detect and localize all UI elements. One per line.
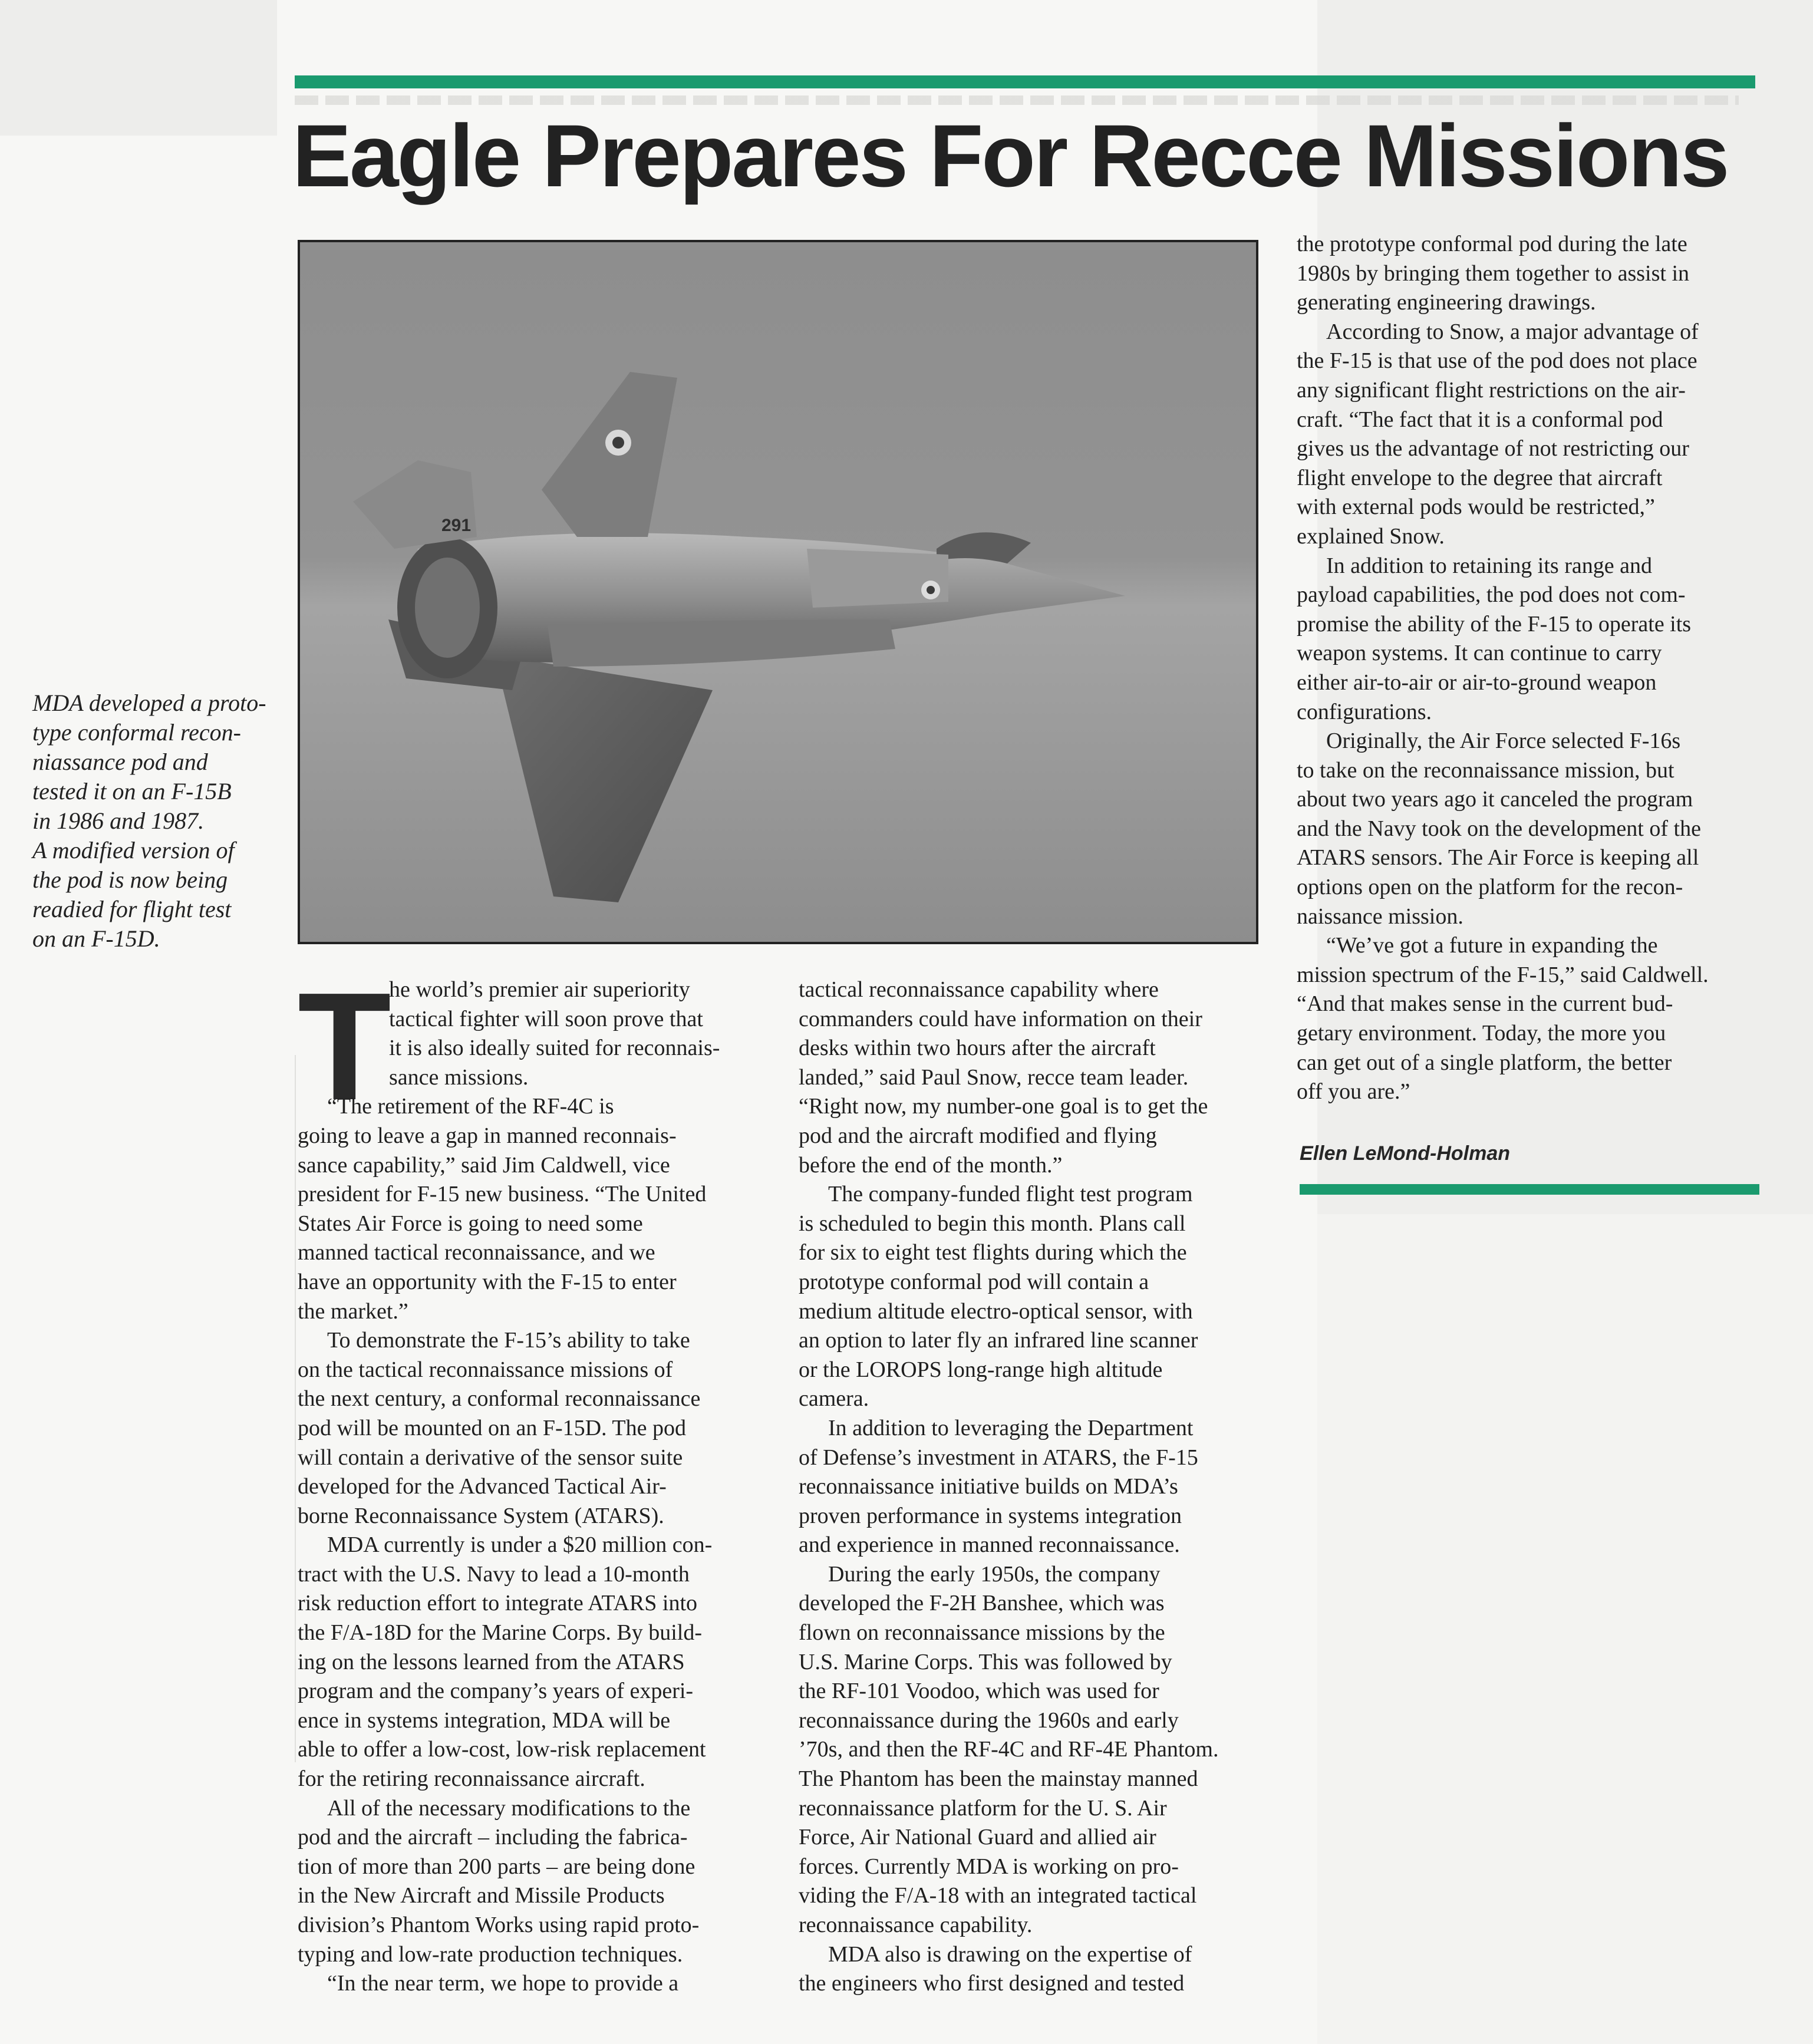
text-line: typing and low-rate production techniques.: [298, 1941, 683, 1967]
text-line: reconnaissance capability.: [799, 1913, 1033, 1937]
text-line: explained Snow.: [1297, 523, 1445, 549]
article-column-1: [298, 961, 720, 1999]
text-line: prototype conformal pod will contain a: [799, 1269, 1149, 1294]
text-line: of Defense’s investment in ATARS, the F-15: [799, 1445, 1198, 1470]
headline: Eagle Prepares For Recce Missions: [292, 106, 1728, 205]
text-line: borne Reconnaissance System (ATARS).: [298, 1503, 664, 1528]
text-line: flown on reconnaissance missions by the: [799, 1620, 1165, 1646]
text-line: tactical fighter will soon prove that: [389, 1006, 703, 1031]
text-line: ATARS sensors. The Air Force is keeping all: [1297, 845, 1699, 871]
text-line: In addition to leveraging the Department: [828, 1415, 1194, 1440]
text-line: ing on the lessons learned from the ATARS: [298, 1649, 685, 1674]
text-line: “Right now, my number-one goal is to get the: [799, 1094, 1208, 1119]
text-line: can get out of a single platform, the better: [1297, 1050, 1672, 1075]
article-column-2: [799, 975, 1218, 1999]
text-line: States Air Force is going to need some: [298, 1211, 643, 1236]
text-line: before the end of the month.”: [799, 1152, 1063, 1178]
text-line: the F-15 is that use of the pod does not place: [1297, 348, 1697, 374]
text-line: configurations.: [1297, 699, 1432, 724]
text-line: options open on the platform for the recon-: [1297, 875, 1683, 900]
text-line: sance capability,” said Jim Caldwell, vice: [298, 1152, 670, 1178]
text-line: an option to later fly an infrared line scanner: [799, 1328, 1198, 1353]
text-line: will contain a derivative of the sensor suite: [298, 1445, 683, 1470]
caption-line: type conformal recon-: [32, 719, 241, 746]
text-line: the next century, a conformal reconnaissance: [298, 1386, 701, 1412]
photo-caption: [32, 688, 292, 954]
adjacent-page-bleed-right-lower: [1317, 1214, 1813, 2044]
text-line: any significant flight restrictions on the air-: [1297, 377, 1686, 403]
text-line: payload capabilities, the pod does not com-: [1297, 582, 1686, 608]
text-line: MDA also is drawing on the expertise of: [828, 1941, 1192, 1967]
text-line: and experience in manned reconnaissance.: [799, 1532, 1180, 1558]
text-line: the RF-101 Voodoo, which was used for: [799, 1679, 1159, 1704]
text-line: Force, Air National Guard and allied air: [799, 1825, 1156, 1850]
text-line: camera.: [799, 1386, 869, 1412]
text-line: 1980s by bringing them together to assist in: [1297, 261, 1690, 286]
text-line: promise the ability of the F-15 to operate its: [1297, 611, 1692, 637]
text-line: with external pods would be restricted,”: [1297, 494, 1655, 520]
author-byline: Ellen LeMond-Holman: [1300, 1142, 1510, 1165]
text-line: naissance mission.: [1297, 904, 1463, 929]
text-line: tion of more than 200 parts – are being done: [298, 1854, 695, 1879]
text-line: All of the necessary modifications to the: [327, 1795, 691, 1821]
text-line: have an opportunity with the F-15 to enter: [298, 1269, 677, 1294]
text-line: Originally, the Air Force selected F-16s: [1326, 728, 1681, 754]
text-line: the engineers who first designed and tested: [799, 1971, 1185, 1996]
text-line: During the early 1950s, the company: [828, 1561, 1161, 1587]
text-line: and the Navy took on the development of the: [1297, 816, 1701, 841]
text-line: gives us the advantage of not restricting our: [1297, 436, 1689, 461]
text-line: developed for the Advanced Tactical Air-: [298, 1474, 667, 1499]
text-line: the F/A-18D for the Marine Corps. By build-: [298, 1620, 703, 1646]
text-line: mission spectrum of the F-15,” said Caldwell.: [1297, 962, 1709, 987]
text-line: division’s Phantom Works using rapid proto-: [298, 1913, 700, 1937]
text-line: viding the F/A-18 with an integrated tactical: [799, 1883, 1197, 1908]
text-line: In addition to retaining its range and: [1326, 553, 1652, 578]
text-line: for six to eight test flights during which the: [799, 1240, 1187, 1265]
bottom-accent-rule: [1300, 1184, 1759, 1195]
text-line: weapon systems. It can continue to carry: [1297, 641, 1662, 666]
text-line: The company-funded flight test program: [828, 1182, 1193, 1207]
text-line: going to leave a gap in manned reconnais-: [298, 1123, 677, 1148]
text-line: to take on the reconnaissance mission, but: [1297, 757, 1674, 783]
text-line: risk reduction effort to integrate ATARS into: [298, 1591, 698, 1616]
text-line: commanders could have information on their: [799, 1006, 1202, 1031]
text-line: generating engineering drawings.: [1297, 290, 1596, 315]
tail-number: 291: [441, 516, 472, 535]
text-line: The Phantom has been the mainstay manned: [799, 1766, 1198, 1792]
text-line: U.S. Marine Corps. This was followed by: [799, 1649, 1172, 1674]
text-line: it is also ideally suited for reconnais-: [389, 1036, 720, 1061]
text-line: tract with the U.S. Navy to lead a 10-month: [298, 1561, 690, 1587]
text-line: getary environment. Today, the more you: [1297, 1021, 1666, 1046]
text-line: medium altitude electro-optical sensor, with: [799, 1298, 1193, 1324]
aircraft-illustration: [300, 242, 1256, 942]
text-line: able to offer a low-cost, low-risk replacement: [298, 1737, 706, 1762]
caption-line: A modified version of: [32, 837, 235, 863]
f15-aircraft-photo: [298, 240, 1258, 944]
show-through-border: [177, 1055, 296, 1762]
text-line: “We’ve got a future in expanding the: [1326, 933, 1658, 958]
text-line: “The retirement of the RF-4C is: [327, 1094, 614, 1119]
text-line: ’70s, and then the RF-4C and RF-4E Phantom.: [799, 1737, 1219, 1762]
drop-cap: T: [298, 961, 391, 1132]
text-line: craft. “The fact that it is a conformal pod: [1297, 407, 1663, 432]
text-line: off you are.”: [1297, 1079, 1410, 1105]
text-line: forces. Currently MDA is working on pro-: [799, 1854, 1179, 1879]
text-line: pod and the aircraft modified and flying: [799, 1123, 1157, 1148]
text-line: he world’s premier air superiority: [389, 977, 690, 1002]
text-line: manned tactical reconnaissance, and we: [298, 1240, 655, 1265]
text-line: on the tactical reconnaissance missions of: [298, 1357, 673, 1382]
text-line: the prototype conformal pod during the late: [1297, 232, 1687, 256]
text-line: in the New Aircraft and Missile Products: [298, 1883, 665, 1908]
text-line: developed the F-2H Banshee, which was: [799, 1591, 1165, 1616]
text-line: landed,” said Paul Snow, recce team leader.: [799, 1064, 1189, 1090]
caption-line: the pod is now being: [32, 866, 228, 893]
text-line: MDA currently is under a $20 million con-: [327, 1532, 713, 1558]
text-line: “And that makes sense in the current bud-: [1297, 991, 1673, 1017]
text-line: reconnaissance during the 1960s and early: [799, 1707, 1179, 1733]
text-line: or the LOROPS long-range high altitude: [799, 1357, 1163, 1382]
text-line: flight envelope to the degree that aircraft: [1297, 465, 1663, 490]
text-line: reconnaissance initiative builds on MDA’s: [799, 1474, 1178, 1499]
caption-line: tested it on an F-15B: [32, 778, 232, 805]
text-line: pod will be mounted on an F-15D. The pod: [298, 1415, 686, 1440]
text-line: either air-to-air or air-to-ground weapon: [1297, 670, 1657, 695]
text-line: desks within two hours after the aircraft: [799, 1036, 1156, 1061]
text-line: tactical reconnaissance capability where: [799, 977, 1159, 1002]
text-line: pod and the aircraft – including the fabrica-: [298, 1825, 688, 1850]
text-line: According to Snow, a major advantage of: [1326, 319, 1699, 344]
text-line: about two years ago it canceled the program: [1297, 787, 1693, 812]
article-column-3: [1297, 230, 1709, 1107]
text-line: ence in systems integration, MDA will be: [298, 1707, 671, 1733]
caption-line: in 1986 and 1987.: [32, 807, 205, 834]
text-line: for the retiring reconnaissance aircraft.: [298, 1766, 645, 1792]
text-line: sance missions.: [389, 1064, 529, 1090]
text-line: reconnaissance platform for the U. S. Air: [799, 1795, 1167, 1821]
caption-line: MDA developed a proto-: [32, 690, 266, 716]
top-accent-rule: [295, 75, 1755, 88]
text-line: is scheduled to begin this month. Plans call: [799, 1211, 1186, 1236]
caption-line: on an F-15D.: [32, 925, 160, 952]
text-line: president for F-15 new business. “The United: [298, 1182, 707, 1207]
caption-line: niassance pod and: [32, 749, 208, 775]
faint-show-through-line: [295, 95, 1739, 105]
text-line: To demonstrate the F-15’s ability to take: [327, 1328, 690, 1353]
adjacent-page-bleed: [0, 0, 277, 136]
caption-line: readied for flight test: [32, 896, 232, 922]
text-line: program and the company’s years of experi-: [298, 1679, 694, 1704]
text-line: “In the near term, we hope to provide a: [327, 1971, 679, 1996]
text-line: proven performance in systems integration: [799, 1503, 1182, 1528]
text-line: the market.”: [298, 1298, 408, 1324]
